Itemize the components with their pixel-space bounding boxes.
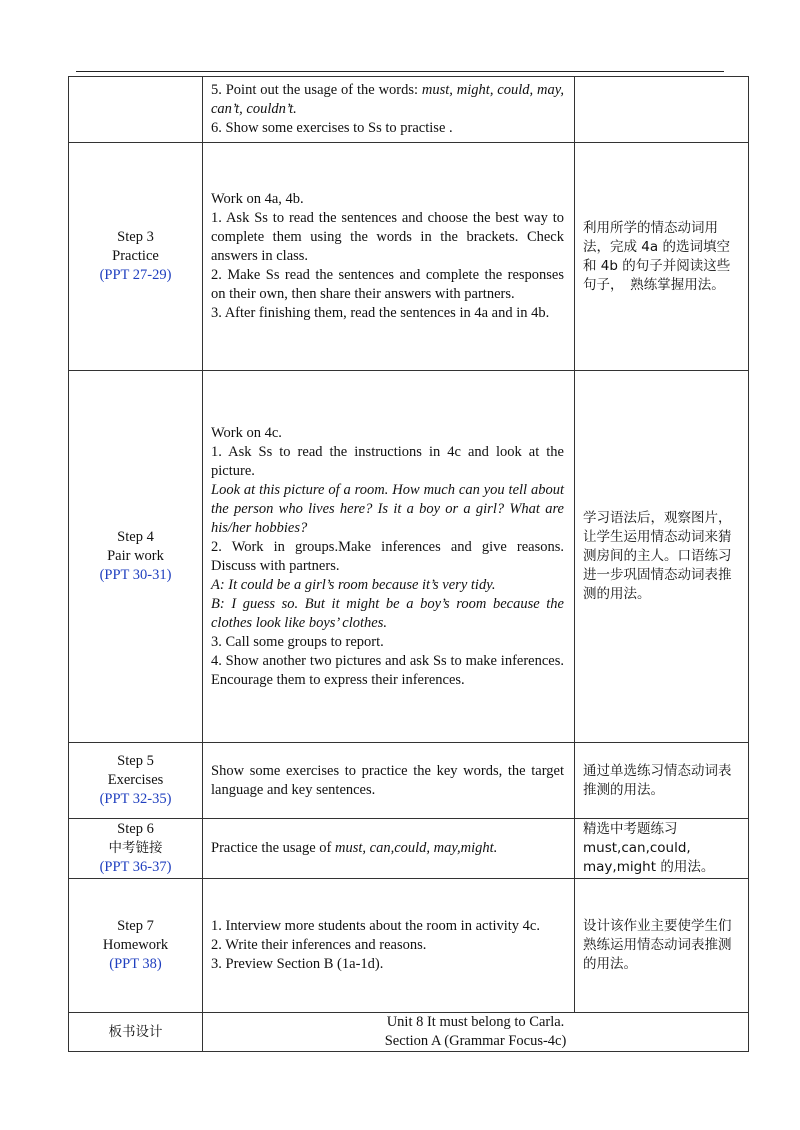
board-label: 板书设计 [69, 1013, 203, 1052]
note-cell [575, 879, 749, 1013]
content-line: 1. Ask Ss to read the instructions in 4c and look at the picture. [211, 443, 564, 479]
ppt-ref: (PPT 30-31) [99, 567, 172, 583]
table-row [69, 743, 749, 819]
ppt-ref: (PPT 27-29) [99, 267, 172, 283]
step-cell [69, 879, 203, 1013]
step-subtitle: Exercises [107, 772, 164, 788]
ppt-ref: (PPT 32-35) [99, 791, 172, 807]
note-text: 精选中考题练习 must,can,could, may,might 的用法。 [583, 821, 715, 875]
content-line: 2. Make Ss read the sentences and complete the responses on their own, then share their answers with partners. [211, 267, 564, 302]
content-line: 6. Show some exercises to Ss to practise . [211, 120, 453, 136]
step-title: Step 7 [117, 918, 154, 934]
ppt-ref: (PPT 36-37) [99, 859, 172, 875]
step-subtitle: 中考链接 [108, 840, 163, 856]
step-cell [69, 143, 203, 371]
content-cell [203, 77, 575, 143]
content-line: 5. Point out the usage of the words: must, might, could, may, can’t, couldn’t. [211, 82, 564, 117]
content-line: 2. Work in groups.Make inferences and give reasons. Discuss with partners. [211, 538, 564, 574]
content-cell [203, 371, 575, 743]
board-content [203, 1013, 749, 1052]
step-cell [69, 819, 203, 879]
table-row [69, 879, 749, 1013]
content-line: Work on 4a, 4b. [211, 191, 304, 207]
content-cell [203, 143, 575, 371]
table-row [69, 143, 749, 371]
board-line: Unit 8 It must belong to Carla. [386, 1014, 565, 1030]
table-row [69, 819, 749, 879]
content-line: 3. Preview Section B (1a-1d). [211, 956, 384, 972]
content-cell [203, 819, 575, 879]
step-title: Step 5 [117, 753, 154, 769]
step-subtitle: Homework [102, 937, 169, 953]
content-line: Practice the usage of must, can,could, may,might. [211, 840, 498, 856]
note-text: 设计该作业主要使学生们熟练运用情态动词表推测的用法。 [583, 918, 732, 972]
content-line: Show some exercises to practice the key words, the target language and key sentences. [211, 762, 564, 798]
step-cell [69, 77, 203, 143]
content-line: 1. Ask Ss to read the sentences and choose the best way to complete them using the words in the brackets. Check answers in class. [211, 210, 564, 264]
dialogue-line: B: I guess so. But it might be a boy’s room because the clothes look like boys’ clothes. [211, 595, 564, 631]
content-line: 1. Interview more students about the room in activity 4c. [211, 918, 540, 934]
note-cell [575, 77, 749, 143]
step-cell [69, 743, 203, 819]
content-line: 3. Call some groups to report. [211, 633, 384, 650]
content-line: 2. Write their inferences and reasons. [211, 937, 427, 953]
dialogue-line: A: It could be a girl’s room because it’s very tidy. [211, 576, 496, 593]
note-text: 学习语法后，观察图片，让学生运用情态动词来猜测房间的主人。口语练习进一步巩固情态动词表推测的用法。 [583, 510, 732, 602]
table-row [69, 371, 749, 743]
header-rule [76, 71, 724, 72]
note-cell [575, 819, 749, 879]
table-row [69, 77, 749, 143]
step-title: Step 4 [117, 529, 154, 545]
table-row [69, 1013, 749, 1052]
content-cell [203, 743, 575, 819]
board-line: Section A (Grammar Focus-4c) [384, 1033, 567, 1049]
step-subtitle: Practice [112, 248, 159, 264]
step-subtitle: Pair work [107, 548, 164, 564]
content-line: Look at this picture of a room. How much can you tell about the person who lives here? Is it a boy or a girl? What are his/her hobbies? [211, 481, 564, 536]
content-cell [203, 879, 575, 1013]
content-line: 4. Show another two pictures and ask Ss to make inferences. Encourage them to express their inferences. [211, 652, 564, 688]
note-cell [575, 371, 749, 743]
step-cell [69, 371, 203, 743]
note-text: 通过单选练习情态动词表推测的用法。 [583, 762, 732, 798]
note-text: 利用所学的情态动词用法，完成 4a 的选词填空和 4b 的句子并阅读这些句子， 熟练掌握用法。 [583, 219, 731, 293]
step-title: Step 6 [117, 821, 154, 837]
content-line: 3. After finishing them, read the sentences in 4a and in 4b. [211, 305, 550, 321]
lesson-plan-table [68, 76, 749, 1052]
ppt-ref: (PPT 38) [109, 956, 162, 972]
note-cell [575, 143, 749, 371]
content-line: Work on 4c. [211, 424, 282, 441]
step-title: Step 3 [117, 229, 154, 245]
note-cell [575, 743, 749, 819]
